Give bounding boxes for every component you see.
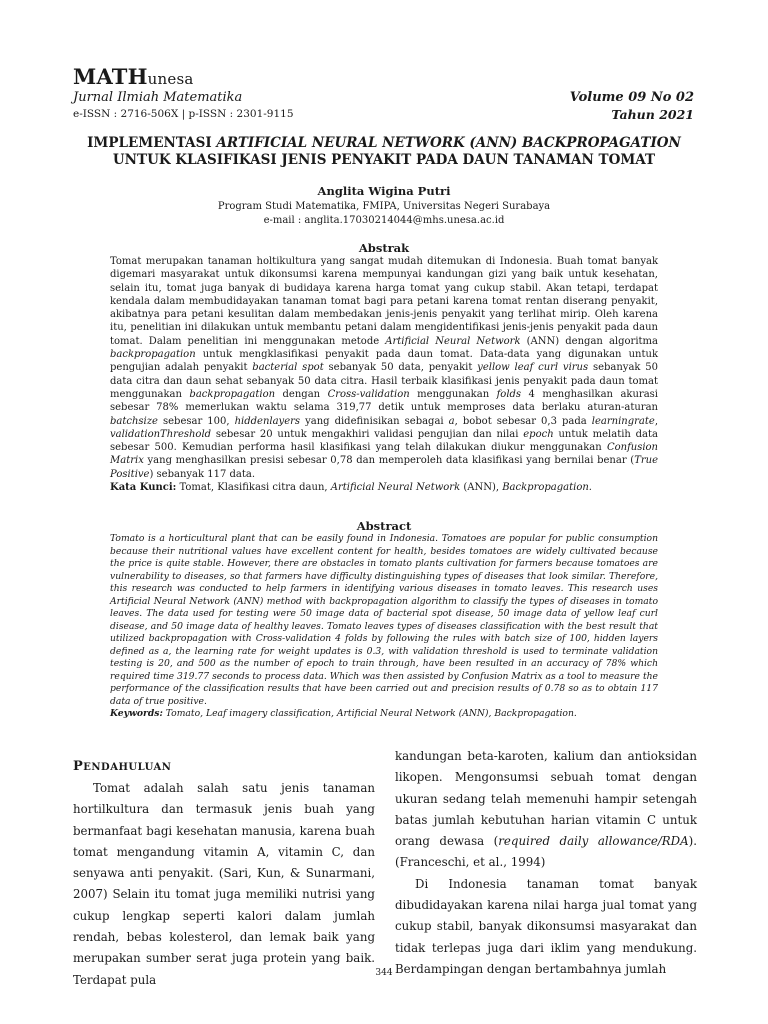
abstrak-heading: Abstrak (358, 241, 410, 255)
intro-paragraph: Di Indonesia tanaman tomat banyak dibudidayakan karena nilai harga jual tomat yang cukup stabil, banyak dikonsumsi masyarakat dan tidak terlepas juga dari iklim yang mendukung. Berdampingan dengan bertambahnya jumlah (395, 876, 697, 976)
journal-main-name: MATH (73, 64, 148, 89)
title-text-end: UNTUK KLASIFIKASI JENIS PENYAKIT PADA DAUN TANAMAN TOMAT (112, 152, 656, 168)
affiliation-line: Program Studi Matematika, FMIPA, Universitas Negeri Surabaya (217, 201, 551, 212)
abstract-body (110, 533, 658, 721)
abstrak-keywords: Kata Kunci: Tomat, Klasifikasi citra daun, Artificial Neural Network (ANN), Backpropagation. (110, 482, 592, 494)
abstract-text: Tomato is a horticultural plant that can be easily found in Indonesia. Tomatoes are popular for public consumption because their nutritional values have excellent content for health, besides tomatoes are widely cultivated because the price is quite stable. However, there are obstacles in tomato plants cultivation for farmers because tomatoes are vulnerability to diseases, so that farmers have difficulty distinguishing types of diseases that look similar. Therefore, this research was conducted to help farmers in identifying various diseases in tomato leaves. This research uses Artificial Neural Network (ANN) method with backpropagation algorithm to classify the types of diseases in tomato leaves. The data used for testing were 50 image data of bacterial spot disease, 50 image data of yellow leaf curl disease, and 50 image data of healthy leaves. Tomato leaves types of diseases classification with the best result that utilized backpropagation with Cross-validation 4 folds by following the rules with batch size of 100, hidden layers defined as a, the learning rate for weight updates is 0.3, with validation threshold is used to terminate validation testing is 20, and 500 as the number of epoch to train through, have been resulted in an accuracy of 78% which required time 319.77 seconds to process data. Which was then assisted by Confusion Matrix as a tool to measure the performance of the classification results that have been carried out and precision results of 0.78 so as to obtain 117 data of true positive. (110, 533, 658, 707)
page-number: 344 (375, 968, 393, 978)
abstract-keywords: Keywords: Tomato, Leaf imagery classification, Artificial Neural Network (ANN), Backpropagation. (110, 708, 577, 719)
email-line: e-mail : anglita.17030214044@mhs.unesa.ac.id (263, 215, 505, 226)
article-title (60, 135, 708, 169)
volume-label: Volume 09 No 02 (569, 90, 694, 105)
year-label: Tahun 2021 (611, 107, 694, 122)
journal-suffix: unesa (147, 70, 194, 88)
journal-logo (73, 64, 194, 89)
issn-line: e-ISSN : 2716-506X | p-ISSN : 2301-9115 (73, 108, 294, 120)
author-name: Anglita Wigina Putri (317, 184, 451, 198)
intro-left-column (73, 778, 375, 991)
title-italic-text: ARTIFICIAL NEURAL NETWORK (ANN) BACKPROPAGATION (216, 135, 681, 151)
section-heading-pendahuluan: PENDAHULUAN (73, 759, 172, 774)
author-affiliation (60, 200, 708, 228)
journal-subtitle: Jurnal Ilmiah Matematika (73, 90, 243, 105)
intro-paragraph: Tomat adalah salah satu jenis tanaman hortilkultura dan termasuk jenis buah yang bermanfaat bagi kesehatan manusia, karena buah tomat mengandung vitamin A, vitamin C, dan senyawa anti penyakit. (Sari, Kun, & Sunarmani, 2007) Selain itu tomat juga memiliki nutrisi yang cukup lengkap seperti kalori dalam jumlah rendah, bebas kolesterol, dan lemak baik yang merupakan sumber serat juga protein yang baik. Terdapat pula (73, 781, 375, 987)
abstract-heading: Abstract (356, 519, 412, 533)
title-text: IMPLEMENTASI (87, 135, 217, 151)
intro-paragraph: kandungan beta-karoten, kalium dan antioksidan likopen. Mengonsumsi sebuah tomat dengan ukuran sedang telah memenuhi hampir setengah batas jumlah kebutuhan harian vitamin C untuk orang dewasa (required daily allowance/RDA). (Franceschi, et al., 1994) (395, 749, 698, 870)
intro-right-column (395, 746, 697, 980)
abstrak-body: Tomat merupakan tanaman holtikultura yang sangat mudah ditemukan di Indonesia. Buah tomat banyak digemari masyarakat untuk dikonsumsi karena mempunyai kandungan gizi yang baik untuk kesehatan, selain itu, tomat juga banyak di budidaya karena harga tomat yang cukup stabil. Akan tetapi, terdapat kendala dalam membudidayakan tanaman tomat bagi para petani karena tomat rentan diserang penyakit, akibatnya para petani kesulitan dalam membedakan jenis-jenis penyakit yang terlihat mirip. Oleh karena itu, penelitian ini dilakukan untuk membantu petani dalam mengidentifikasi jenis-jenis penyakit pada daun tomat. Dalam penelitian ini menggunakan metode Artificial Neural Network (ANN) dengan algoritma backpropagation untuk mengklasifikasi penyakit pada daun tomat. Data-data yang digunakan untuk pengujian adalah penyakit bacterial spot sebanyak 50 data, penyakit yellow leaf curl virus sebanyak 50 data citra dan daun sehat sebanyak 50 data citra. Hasil terbaik klasifikasi jenis penyakit pada daun tomat menggunakan backpropagation dengan Cross-validation menggunakan folds 4 menghasilkan akurasi sebesar 78% memerlukan waktu selama 319,77 detik untuk memproses data berlaku aturan-aturan batchsize sebesar 100, hiddenlayers yang didefinisikan sebagai a, bobot sebesar 0,3 pada learningrate, validationThreshold sebesar 20 untuk mengakhiri validasi pengujian dan nilai epoch untuk melatih data sebesar 500. Kemudian performa hasil klasifikasi yang telah dilakukan diukur menggunakan Confusion Matrix yang menghasilkan presisi sebesar 0,78 dan memperoleh data klasifikasi yang bernilai benar (True Positive) sebanyak 117 data. Kata Kunci: Tomat, Klasifikasi citra daun, Artificial Neural Network (ANN), Backpropagation. (110, 256, 658, 494)
